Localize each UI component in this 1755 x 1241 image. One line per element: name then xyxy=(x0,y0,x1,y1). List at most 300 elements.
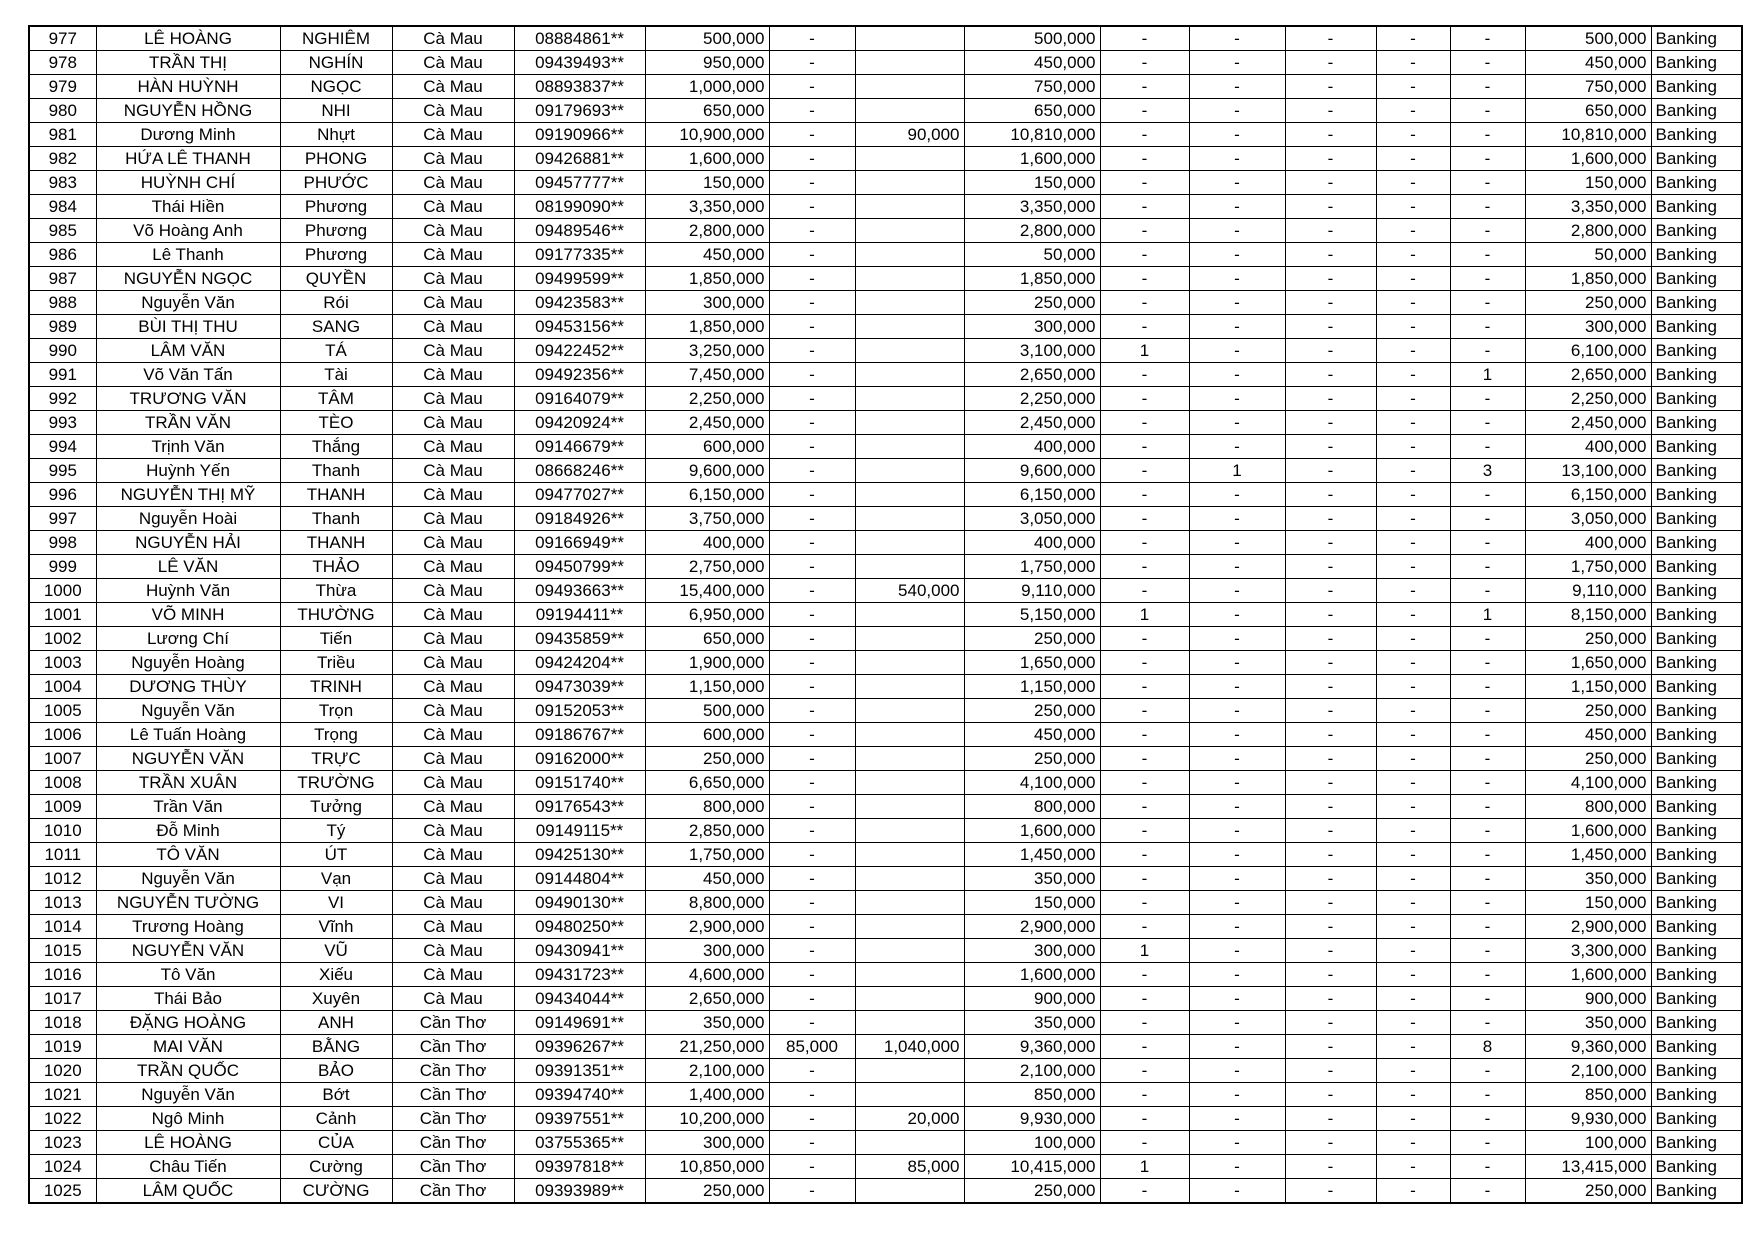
province-cell: Cà Mau xyxy=(392,531,514,555)
count-b-cell: - xyxy=(1189,819,1285,843)
method-cell: Banking xyxy=(1651,459,1742,483)
fee-cell: - xyxy=(769,291,855,315)
deduction-cell xyxy=(855,99,964,123)
province-cell: Cà Mau xyxy=(392,771,514,795)
count-c-cell: - xyxy=(1285,939,1376,963)
count-b-cell: - xyxy=(1189,843,1285,867)
table-row xyxy=(29,1131,1742,1155)
given-name-cell: TÁ xyxy=(280,339,392,363)
data-table xyxy=(28,25,1743,1204)
count-b-cell: - xyxy=(1189,1011,1285,1035)
count-c-cell: - xyxy=(1285,123,1376,147)
surname-cell: Thái Bảo xyxy=(96,987,280,1011)
amount-cell: 650,000 xyxy=(645,99,769,123)
deduction-cell xyxy=(855,363,964,387)
province-cell: Cần Thơ xyxy=(392,1011,514,1035)
deduction-cell: 20,000 xyxy=(855,1107,964,1131)
count-a-cell: - xyxy=(1100,459,1189,483)
fee-cell: - xyxy=(769,651,855,675)
count-d-cell: - xyxy=(1376,459,1450,483)
deduction-cell xyxy=(855,387,964,411)
table-row xyxy=(29,411,1742,435)
deduction-cell xyxy=(855,819,964,843)
method-cell: Banking xyxy=(1651,987,1742,1011)
total-cell: 350,000 xyxy=(1525,867,1651,891)
count-e-cell: - xyxy=(1450,387,1525,411)
fee-cell: - xyxy=(769,555,855,579)
amount-cell: 1,600,000 xyxy=(645,147,769,171)
count-a-cell: - xyxy=(1100,963,1189,987)
table-row xyxy=(29,99,1742,123)
count-c-cell: - xyxy=(1285,1083,1376,1107)
fee-cell: - xyxy=(769,75,855,99)
method-cell: Banking xyxy=(1651,699,1742,723)
province-cell: Cà Mau xyxy=(392,867,514,891)
given-name-cell: Phương xyxy=(280,195,392,219)
count-a-cell: - xyxy=(1100,675,1189,699)
phone-cell: 09426881** xyxy=(514,147,645,171)
surname-cell: TRẦN VĂN xyxy=(96,411,280,435)
deduction-cell xyxy=(855,435,964,459)
phone-cell: 09177335** xyxy=(514,243,645,267)
index-cell: 1006 xyxy=(29,723,96,747)
count-c-cell: - xyxy=(1285,531,1376,555)
amount-cell: 15,400,000 xyxy=(645,579,769,603)
count-b-cell: - xyxy=(1189,939,1285,963)
count-a-cell: 1 xyxy=(1100,339,1189,363)
count-a-cell: - xyxy=(1100,723,1189,747)
index-cell: 1018 xyxy=(29,1011,96,1035)
count-a-cell: - xyxy=(1100,363,1189,387)
count-e-cell: 1 xyxy=(1450,603,1525,627)
count-a-cell: - xyxy=(1100,1179,1189,1204)
surname-cell: Huỳnh Yến xyxy=(96,459,280,483)
surname-cell: BÙI THỊ THU xyxy=(96,315,280,339)
province-cell: Cà Mau xyxy=(392,603,514,627)
count-a-cell: - xyxy=(1100,267,1189,291)
total-cell: 2,450,000 xyxy=(1525,411,1651,435)
count-d-cell: - xyxy=(1376,291,1450,315)
count-b-cell: - xyxy=(1189,147,1285,171)
given-name-cell: Trọng xyxy=(280,723,392,747)
total-cell: 6,150,000 xyxy=(1525,483,1651,507)
net-amount-cell: 1,150,000 xyxy=(964,675,1100,699)
total-cell: 1,600,000 xyxy=(1525,963,1651,987)
phone-cell: 09397551** xyxy=(514,1107,645,1131)
count-b-cell: - xyxy=(1189,1179,1285,1204)
given-name-cell: PHONG xyxy=(280,147,392,171)
count-d-cell: - xyxy=(1376,219,1450,243)
amount-cell: 1,900,000 xyxy=(645,651,769,675)
phone-cell: 09152053** xyxy=(514,699,645,723)
count-d-cell: - xyxy=(1376,531,1450,555)
fee-cell: - xyxy=(769,51,855,75)
count-c-cell: - xyxy=(1285,555,1376,579)
surname-cell: Ngô Minh xyxy=(96,1107,280,1131)
amount-cell: 1,150,000 xyxy=(645,675,769,699)
phone-cell: 09149691** xyxy=(514,1011,645,1035)
phone-cell: 09391351** xyxy=(514,1059,645,1083)
index-cell: 1011 xyxy=(29,843,96,867)
count-d-cell: - xyxy=(1376,699,1450,723)
province-cell: Cà Mau xyxy=(392,507,514,531)
province-cell: Cà Mau xyxy=(392,579,514,603)
fee-cell: - xyxy=(769,1107,855,1131)
index-cell: 996 xyxy=(29,483,96,507)
surname-cell: Tô Văn xyxy=(96,963,280,987)
total-cell: 800,000 xyxy=(1525,795,1651,819)
table-row xyxy=(29,387,1742,411)
count-e-cell: - xyxy=(1450,195,1525,219)
count-a-cell: - xyxy=(1100,171,1189,195)
amount-cell: 2,850,000 xyxy=(645,819,769,843)
count-b-cell: - xyxy=(1189,579,1285,603)
count-d-cell: - xyxy=(1376,195,1450,219)
net-amount-cell: 250,000 xyxy=(964,747,1100,771)
given-name-cell: Thắng xyxy=(280,435,392,459)
count-a-cell: - xyxy=(1100,1083,1189,1107)
count-c-cell: - xyxy=(1285,579,1376,603)
surname-cell: DƯƠNG THÙY xyxy=(96,675,280,699)
total-cell: 50,000 xyxy=(1525,243,1651,267)
count-d-cell: - xyxy=(1376,891,1450,915)
surname-cell: Lương Chí xyxy=(96,627,280,651)
count-d-cell: - xyxy=(1376,435,1450,459)
count-e-cell: - xyxy=(1450,339,1525,363)
count-e-cell: - xyxy=(1450,267,1525,291)
count-c-cell: - xyxy=(1285,651,1376,675)
amount-cell: 150,000 xyxy=(645,171,769,195)
net-amount-cell: 150,000 xyxy=(964,891,1100,915)
surname-cell: Thái Hiền xyxy=(96,195,280,219)
total-cell: 250,000 xyxy=(1525,747,1651,771)
count-a-cell: - xyxy=(1100,291,1189,315)
deduction-cell xyxy=(855,771,964,795)
surname-cell: Trương Hoàng xyxy=(96,915,280,939)
count-e-cell: 8 xyxy=(1450,1035,1525,1059)
phone-cell: 09144804** xyxy=(514,867,645,891)
index-cell: 982 xyxy=(29,147,96,171)
method-cell: Banking xyxy=(1651,435,1742,459)
phone-cell: 09420924** xyxy=(514,411,645,435)
surname-cell: HÀN HUỲNH xyxy=(96,75,280,99)
index-cell: 985 xyxy=(29,219,96,243)
net-amount-cell: 300,000 xyxy=(964,315,1100,339)
count-c-cell: - xyxy=(1285,75,1376,99)
count-e-cell: - xyxy=(1450,747,1525,771)
amount-cell: 2,900,000 xyxy=(645,915,769,939)
method-cell: Banking xyxy=(1651,963,1742,987)
province-cell: Cà Mau xyxy=(392,939,514,963)
given-name-cell: NGHÍN xyxy=(280,51,392,75)
province-cell: Cần Thơ xyxy=(392,1107,514,1131)
fee-cell: - xyxy=(769,1179,855,1204)
count-a-cell: - xyxy=(1100,795,1189,819)
index-cell: 1007 xyxy=(29,747,96,771)
province-cell: Cà Mau xyxy=(392,171,514,195)
net-amount-cell: 50,000 xyxy=(964,243,1100,267)
amount-cell: 4,600,000 xyxy=(645,963,769,987)
net-amount-cell: 350,000 xyxy=(964,1011,1100,1035)
count-b-cell: - xyxy=(1189,1131,1285,1155)
fee-cell: - xyxy=(769,315,855,339)
count-e-cell: - xyxy=(1450,699,1525,723)
net-amount-cell: 9,600,000 xyxy=(964,459,1100,483)
surname-cell: LÂM VĂN xyxy=(96,339,280,363)
net-amount-cell: 3,350,000 xyxy=(964,195,1100,219)
count-e-cell: - xyxy=(1450,51,1525,75)
amount-cell: 2,750,000 xyxy=(645,555,769,579)
net-amount-cell: 2,900,000 xyxy=(964,915,1100,939)
fee-cell: - xyxy=(769,1155,855,1179)
given-name-cell: NGỌC xyxy=(280,75,392,99)
province-cell: Cà Mau xyxy=(392,699,514,723)
amount-cell: 3,350,000 xyxy=(645,195,769,219)
phone-cell: 09166949** xyxy=(514,531,645,555)
given-name-cell: Xiếu xyxy=(280,963,392,987)
count-c-cell: - xyxy=(1285,1059,1376,1083)
method-cell: Banking xyxy=(1651,75,1742,99)
count-a-cell: - xyxy=(1100,843,1189,867)
table-row xyxy=(29,243,1742,267)
net-amount-cell: 1,450,000 xyxy=(964,843,1100,867)
given-name-cell: ÚT xyxy=(280,843,392,867)
deduction-cell xyxy=(855,291,964,315)
count-c-cell: - xyxy=(1285,459,1376,483)
table-row xyxy=(29,867,1742,891)
method-cell: Banking xyxy=(1651,891,1742,915)
count-d-cell: - xyxy=(1376,603,1450,627)
index-cell: 998 xyxy=(29,531,96,555)
count-d-cell: - xyxy=(1376,963,1450,987)
count-d-cell: - xyxy=(1376,75,1450,99)
amount-cell: 250,000 xyxy=(645,1179,769,1204)
index-cell: 1000 xyxy=(29,579,96,603)
phone-cell: 09499599** xyxy=(514,267,645,291)
table-row xyxy=(29,483,1742,507)
net-amount-cell: 1,600,000 xyxy=(964,819,1100,843)
deduction-cell xyxy=(855,603,964,627)
method-cell: Banking xyxy=(1651,243,1742,267)
count-d-cell: - xyxy=(1376,1179,1450,1204)
deduction-cell: 90,000 xyxy=(855,123,964,147)
method-cell: Banking xyxy=(1651,1131,1742,1155)
province-cell: Cà Mau xyxy=(392,99,514,123)
phone-cell: 09430941** xyxy=(514,939,645,963)
method-cell: Banking xyxy=(1651,291,1742,315)
count-b-cell: - xyxy=(1189,507,1285,531)
phone-cell: 09489546** xyxy=(514,219,645,243)
method-cell: Banking xyxy=(1651,51,1742,75)
total-cell: 4,100,000 xyxy=(1525,771,1651,795)
amount-cell: 3,250,000 xyxy=(645,339,769,363)
count-c-cell: - xyxy=(1285,891,1376,915)
given-name-cell: CƯỜNG xyxy=(280,1179,392,1204)
total-cell: 450,000 xyxy=(1525,51,1651,75)
net-amount-cell: 10,415,000 xyxy=(964,1155,1100,1179)
fee-cell: - xyxy=(769,147,855,171)
given-name-cell: Vạn xyxy=(280,867,392,891)
phone-cell: 09394740** xyxy=(514,1083,645,1107)
method-cell: Banking xyxy=(1651,315,1742,339)
net-amount-cell: 2,100,000 xyxy=(964,1059,1100,1083)
fee-cell: - xyxy=(769,1011,855,1035)
method-cell: Banking xyxy=(1651,1083,1742,1107)
count-a-cell: 1 xyxy=(1100,1155,1189,1179)
count-c-cell: - xyxy=(1285,291,1376,315)
given-name-cell: Triều xyxy=(280,651,392,675)
amount-cell: 1,850,000 xyxy=(645,315,769,339)
count-b-cell: - xyxy=(1189,915,1285,939)
given-name-cell: QUYỀN xyxy=(280,267,392,291)
phone-cell: 09453156** xyxy=(514,315,645,339)
net-amount-cell: 9,930,000 xyxy=(964,1107,1100,1131)
count-d-cell: - xyxy=(1376,363,1450,387)
index-cell: 1015 xyxy=(29,939,96,963)
method-cell: Banking xyxy=(1651,771,1742,795)
count-d-cell: - xyxy=(1376,123,1450,147)
surname-cell: Nguyễn Hoàng xyxy=(96,651,280,675)
surname-cell: Dương Minh xyxy=(96,123,280,147)
amount-cell: 450,000 xyxy=(645,867,769,891)
province-cell: Cà Mau xyxy=(392,219,514,243)
count-c-cell: - xyxy=(1285,26,1376,51)
total-cell: 2,100,000 xyxy=(1525,1059,1651,1083)
count-e-cell: - xyxy=(1450,99,1525,123)
given-name-cell: Tý xyxy=(280,819,392,843)
fee-cell: - xyxy=(769,867,855,891)
province-cell: Cà Mau xyxy=(392,963,514,987)
index-cell: 1024 xyxy=(29,1155,96,1179)
index-cell: 1004 xyxy=(29,675,96,699)
method-cell: Banking xyxy=(1651,555,1742,579)
count-e-cell: - xyxy=(1450,843,1525,867)
amount-cell: 450,000 xyxy=(645,243,769,267)
count-b-cell: - xyxy=(1189,651,1285,675)
count-a-cell: - xyxy=(1100,51,1189,75)
count-c-cell: - xyxy=(1285,51,1376,75)
province-cell: Cà Mau xyxy=(392,651,514,675)
table-row xyxy=(29,1107,1742,1131)
phone-cell: 09164079** xyxy=(514,387,645,411)
given-name-cell: Xuyên xyxy=(280,987,392,1011)
fee-cell: - xyxy=(769,531,855,555)
table-row xyxy=(29,435,1742,459)
count-d-cell: - xyxy=(1376,1083,1450,1107)
index-cell: 1016 xyxy=(29,963,96,987)
deduction-cell xyxy=(855,26,964,51)
method-cell: Banking xyxy=(1651,795,1742,819)
phone-cell: 08668246** xyxy=(514,459,645,483)
total-cell: 9,360,000 xyxy=(1525,1035,1651,1059)
table-row xyxy=(29,963,1742,987)
phone-cell: 09424204** xyxy=(514,651,645,675)
fee-cell: - xyxy=(769,195,855,219)
count-c-cell: - xyxy=(1285,1035,1376,1059)
table-row xyxy=(29,171,1742,195)
table-row xyxy=(29,507,1742,531)
fee-cell: - xyxy=(769,723,855,747)
method-cell: Banking xyxy=(1651,843,1742,867)
count-e-cell: - xyxy=(1450,555,1525,579)
table-row xyxy=(29,819,1742,843)
phone-cell: 09450799** xyxy=(514,555,645,579)
count-a-cell: - xyxy=(1100,987,1189,1011)
method-cell: Banking xyxy=(1651,195,1742,219)
count-e-cell: - xyxy=(1450,867,1525,891)
phone-cell: 09179693** xyxy=(514,99,645,123)
deduction-cell xyxy=(855,867,964,891)
index-cell: 984 xyxy=(29,195,96,219)
count-d-cell: - xyxy=(1376,51,1450,75)
count-d-cell: - xyxy=(1376,1131,1450,1155)
count-b-cell: - xyxy=(1189,363,1285,387)
total-cell: 2,900,000 xyxy=(1525,915,1651,939)
net-amount-cell: 150,000 xyxy=(964,171,1100,195)
index-cell: 997 xyxy=(29,507,96,531)
given-name-cell: NGHIÊM xyxy=(280,26,392,51)
table-row xyxy=(29,843,1742,867)
surname-cell: LÊ HOÀNG xyxy=(96,1131,280,1155)
given-name-cell: Tưởng xyxy=(280,795,392,819)
count-e-cell: - xyxy=(1450,75,1525,99)
deduction-cell xyxy=(855,507,964,531)
count-b-cell: - xyxy=(1189,291,1285,315)
given-name-cell: SANG xyxy=(280,315,392,339)
surname-cell: TRƯƠNG VĂN xyxy=(96,387,280,411)
count-e-cell: - xyxy=(1450,123,1525,147)
table-row xyxy=(29,51,1742,75)
province-cell: Cà Mau xyxy=(392,339,514,363)
count-a-cell: - xyxy=(1100,1107,1189,1131)
phone-cell: 09477027** xyxy=(514,483,645,507)
method-cell: Banking xyxy=(1651,603,1742,627)
deduction-cell: 1,040,000 xyxy=(855,1035,964,1059)
count-e-cell: - xyxy=(1450,771,1525,795)
given-name-cell: TÂM xyxy=(280,387,392,411)
count-a-cell: - xyxy=(1100,771,1189,795)
surname-cell: NGUYỄN VĂN xyxy=(96,939,280,963)
total-cell: 1,850,000 xyxy=(1525,267,1651,291)
total-cell: 13,415,000 xyxy=(1525,1155,1651,1179)
count-e-cell: 1 xyxy=(1450,363,1525,387)
fee-cell: - xyxy=(769,891,855,915)
fee-cell: 85,000 xyxy=(769,1035,855,1059)
net-amount-cell: 900,000 xyxy=(964,987,1100,1011)
method-cell: Banking xyxy=(1651,219,1742,243)
surname-cell: Lê Thanh xyxy=(96,243,280,267)
given-name-cell: Bớt xyxy=(280,1083,392,1107)
count-c-cell: - xyxy=(1285,147,1376,171)
fee-cell: - xyxy=(769,915,855,939)
count-b-cell: - xyxy=(1189,555,1285,579)
count-c-cell: - xyxy=(1285,1131,1376,1155)
phone-cell: 09146679** xyxy=(514,435,645,459)
deduction-cell xyxy=(855,627,964,651)
table-row xyxy=(29,195,1742,219)
given-name-cell: TRINH xyxy=(280,675,392,699)
index-cell: 1019 xyxy=(29,1035,96,1059)
index-cell: 983 xyxy=(29,171,96,195)
fee-cell: - xyxy=(769,507,855,531)
amount-cell: 10,900,000 xyxy=(645,123,769,147)
count-a-cell: - xyxy=(1100,1131,1189,1155)
net-amount-cell: 3,050,000 xyxy=(964,507,1100,531)
total-cell: 1,600,000 xyxy=(1525,819,1651,843)
count-d-cell: - xyxy=(1376,26,1450,51)
total-cell: 13,100,000 xyxy=(1525,459,1651,483)
count-a-cell: - xyxy=(1100,891,1189,915)
